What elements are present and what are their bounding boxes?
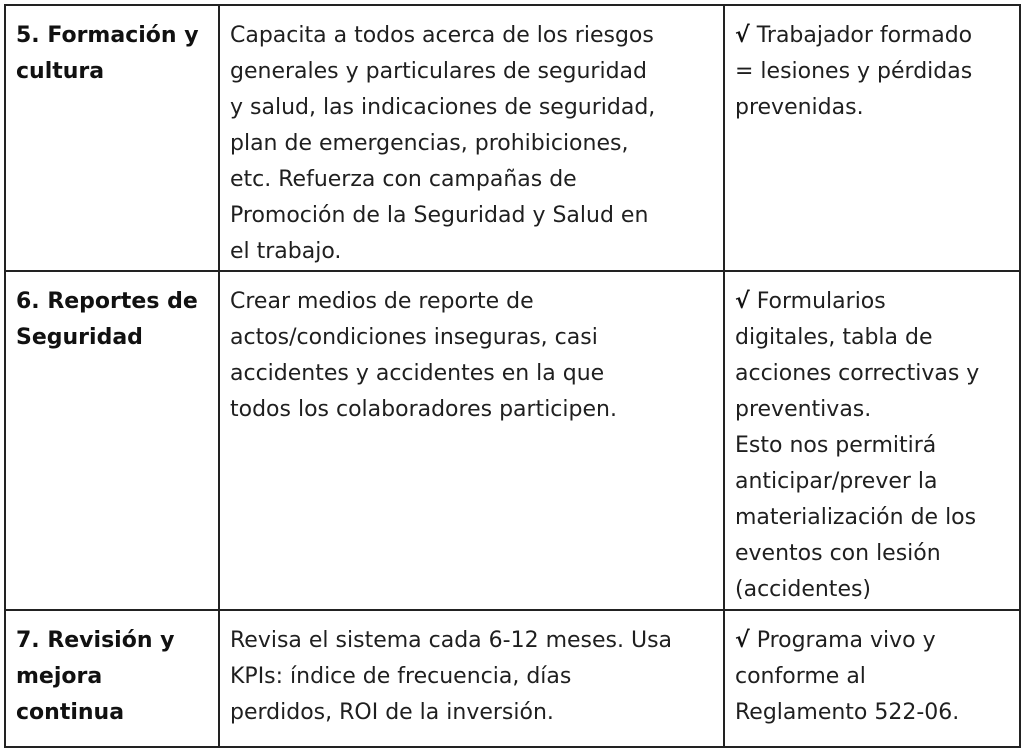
result-text: Trabajador formado (756, 23, 973, 48)
row-label-line: 7. Revisión y (16, 628, 175, 653)
row-label-cell (5, 271, 219, 610)
description-line: Capacita a todos acerca de los riesgos (230, 23, 654, 48)
row-label-cell (5, 610, 219, 747)
table-row-reportes (5, 271, 1020, 610)
description-line: todos los colaboradores participen. (230, 397, 617, 422)
result-line (735, 284, 1009, 320)
description-line: Promoción de la Seguridad y Salud en (230, 203, 649, 228)
result-line: conforme al (735, 664, 866, 689)
description-line: Crear medios de reporte de (230, 289, 534, 314)
result-text: Programa vivo y (756, 628, 936, 653)
row-result-cell (724, 271, 1020, 610)
result-line: = lesiones y pérdidas (735, 59, 973, 84)
check-mark-icon: √ (735, 23, 750, 48)
description-line: actos/condiciones inseguras, casi (230, 325, 598, 350)
row-description-cell (219, 5, 724, 271)
result-line: materialización de los (735, 505, 977, 530)
row-result-cell (724, 610, 1020, 747)
result-line: Esto nos permitirá (735, 433, 937, 458)
row-result-cell (724, 5, 1020, 271)
description-line: KPIs: índice de frecuencia, días (230, 664, 572, 689)
row-description-cell (219, 610, 724, 747)
check-mark-icon: √ (735, 628, 750, 653)
result-line (735, 623, 1009, 659)
row-label-line: 6. Reportes de (16, 289, 198, 314)
table-row-formacion (5, 5, 1020, 271)
result-line: preventivas. (735, 397, 872, 422)
result-line: (accidentes) (735, 577, 872, 602)
description-line: accidentes y accidentes en la que (230, 361, 605, 386)
description-line: el trabajo. (230, 239, 342, 264)
result-line: anticipar/prever la (735, 469, 938, 494)
row-label-line: cultura (16, 59, 105, 84)
result-line: acciones correctivas y (735, 361, 980, 386)
row-label-line: continua (16, 700, 125, 725)
result-text: Formularios (756, 289, 886, 314)
result-line: prevenidas. (735, 95, 864, 120)
result-line: eventos con lesión (735, 541, 941, 566)
result-line (735, 18, 1009, 54)
description-line: etc. Refuerza con campañas de (230, 167, 577, 192)
table-row-revision (5, 610, 1020, 747)
description-line: Revisa el sistema cada 6-12 meses. Usa (230, 628, 673, 653)
row-description-cell (219, 271, 724, 610)
description-line: y salud, las indicaciones de seguridad, (230, 95, 656, 120)
row-label-line: Seguridad (16, 325, 143, 350)
description-line: plan de emergencias, prohibiciones, (230, 131, 629, 156)
description-line: generales y particulares de seguridad (230, 59, 648, 84)
result-line: digitales, tabla de (735, 325, 933, 350)
check-mark-icon: √ (735, 289, 750, 314)
row-label-cell (5, 5, 219, 271)
row-label-line: 5. Formación y (16, 23, 199, 48)
description-line: perdidos, ROI de la inversión. (230, 700, 554, 725)
row-label-line: mejora (16, 664, 103, 689)
result-line: Reglamento 522-06. (735, 700, 960, 725)
safety-table (4, 4, 1021, 748)
